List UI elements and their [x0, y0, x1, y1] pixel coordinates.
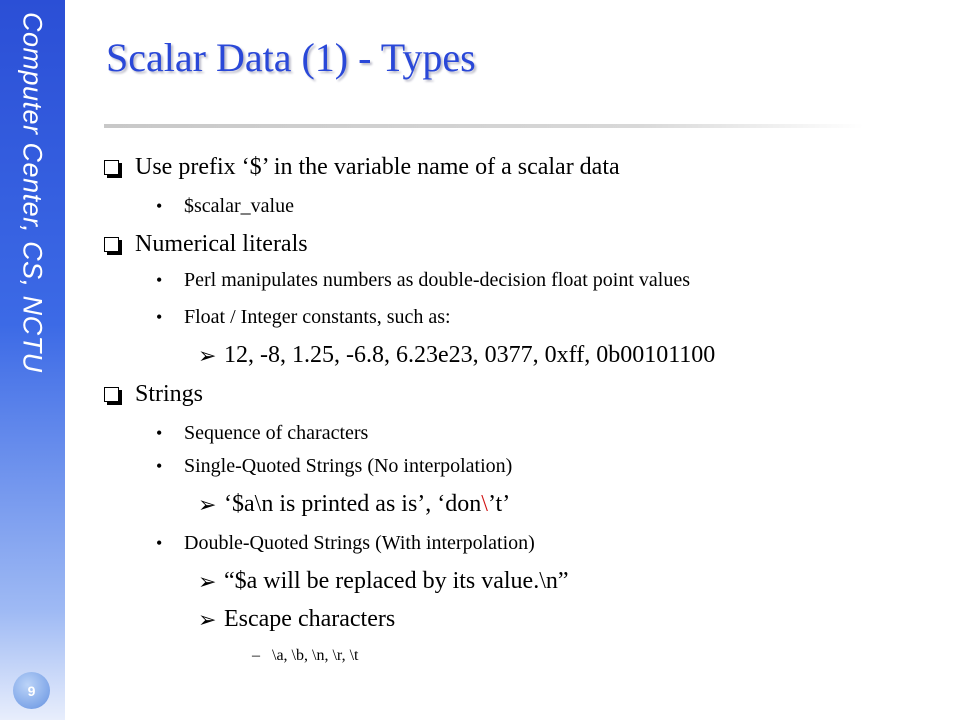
example-text-end: ’t’: [487, 491, 511, 517]
bullet-text: Sequence of characters: [184, 422, 369, 444]
dot-bullet-icon: •: [156, 307, 163, 327]
page-number: 9: [13, 672, 50, 709]
sub-sub-bullet-constants: [198, 342, 715, 369]
square-bullet-icon: [104, 387, 119, 402]
arrow-bullet-icon: ➢: [198, 491, 217, 517]
sub-bullet-sequence: [156, 422, 368, 445]
title-divider: [104, 124, 864, 128]
sub-bullet-scalar-value: [156, 195, 294, 218]
arrow-bullet-icon: ➢: [198, 568, 217, 594]
bullet-text: Double-Quoted Strings (With interpolation): [184, 532, 535, 554]
example-text-start: ‘$a\n is printed as is’, ‘don: [224, 491, 482, 517]
bullet-numerical-literals: [104, 231, 308, 258]
bullet-strings: [104, 381, 203, 408]
sidebar-text: Computer Center, CS, NCTU: [17, 12, 48, 373]
dot-bullet-icon: •: [156, 456, 163, 476]
bullet-text: Strings: [135, 381, 204, 407]
dot-bullet-icon: •: [156, 423, 163, 443]
dot-bullet-icon: •: [156, 196, 163, 216]
bullet-text: 12, -8, 1.25, -6.8, 6.23e23, 0377, 0xff, 0b00101100: [224, 342, 716, 368]
sidebar: [0, 0, 65, 720]
escape-backslash: \: [481, 491, 488, 517]
dot-bullet-icon: •: [156, 533, 163, 553]
bullet-text: Perl manipulates numbers as double-decision float point values: [184, 269, 690, 291]
sub-sub-bullet-escape-characters: [198, 606, 395, 633]
level4-bullet-escape-list: [252, 647, 358, 665]
slide-title: Scalar Data (1) - Types: [106, 35, 476, 80]
dash-bullet-icon: –: [252, 647, 260, 664]
bullet-text: Numerical literals: [135, 231, 308, 257]
bullet-text: $scalar_value: [184, 195, 294, 217]
bullet-text: \a, \b, \n, \r, \t: [272, 647, 359, 664]
square-bullet-icon: [104, 237, 119, 252]
sub-bullet-perl-numbers: [156, 269, 690, 292]
sub-sub-bullet-double-quoted-example: [198, 568, 569, 595]
bullet-text: Use prefix ‘$’ in the variable name of a scalar data: [135, 154, 620, 180]
square-bullet-icon: [104, 160, 119, 175]
bullet-use-prefix: [104, 154, 620, 181]
sub-bullet-double-quoted: [156, 532, 535, 555]
arrow-bullet-icon: ➢: [198, 342, 217, 368]
dot-bullet-icon: •: [156, 270, 163, 290]
sub-sub-bullet-single-quoted-example: [198, 491, 510, 518]
bullet-text: Float / Integer constants, such as:: [184, 306, 451, 328]
bullet-text: Escape characters: [224, 606, 396, 632]
bullet-text: “$a will be replaced by its value.\n”: [224, 568, 569, 594]
arrow-bullet-icon: ➢: [198, 606, 217, 632]
sub-bullet-single-quoted: [156, 455, 512, 478]
sub-bullet-float-integer: [156, 306, 451, 329]
bullet-text: Single-Quoted Strings (No interpolation): [184, 455, 513, 477]
